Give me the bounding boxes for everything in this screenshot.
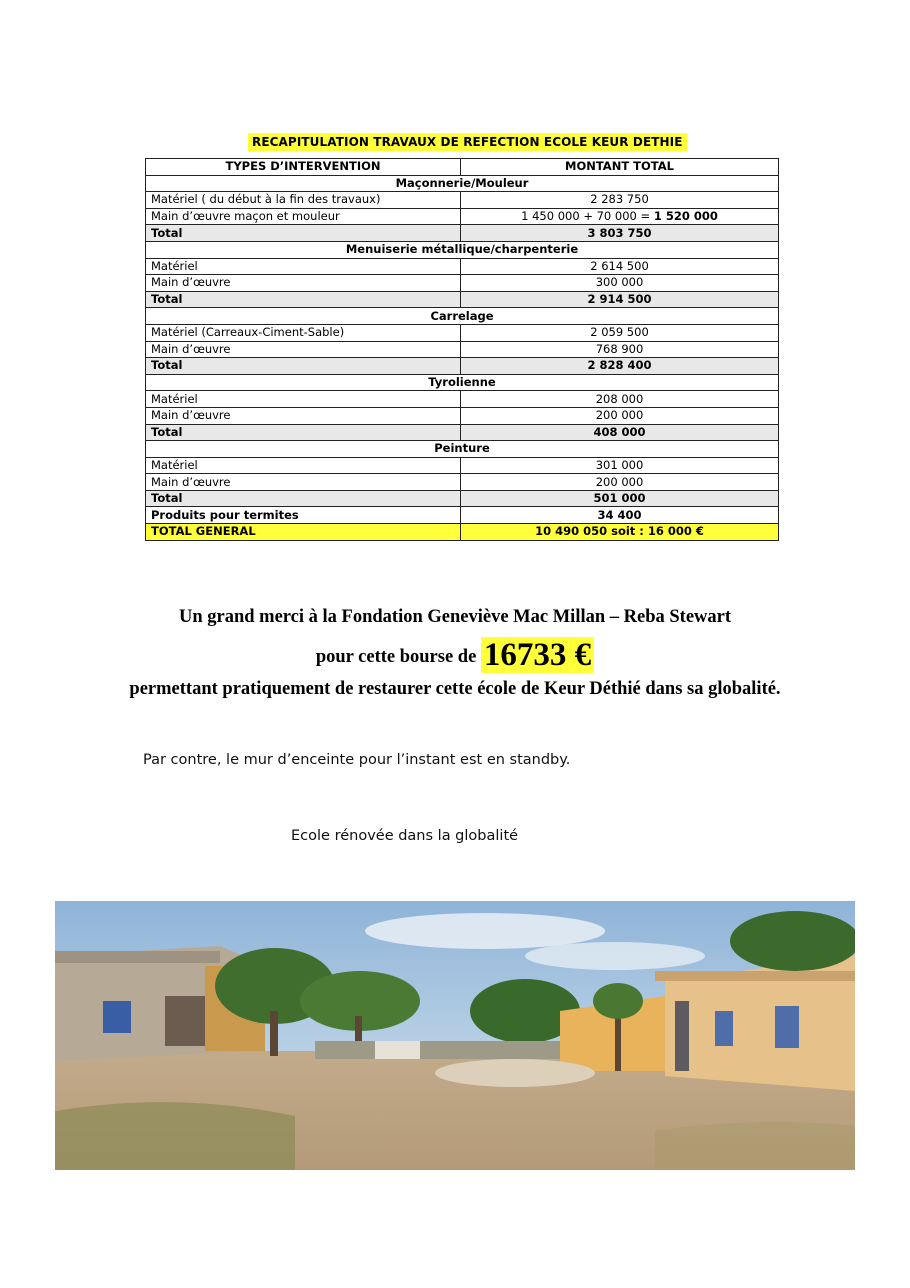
- section-title: Peinture: [146, 441, 779, 458]
- section-title: Tyrolienne: [146, 374, 779, 391]
- total-label: Total: [146, 291, 461, 308]
- thanks-line-2-text: pour cette bourse de: [315, 647, 477, 667]
- total-amount: 408 000: [461, 424, 779, 441]
- section-title: Menuiserie métallique/charpenterie: [146, 241, 779, 258]
- section-row: [146, 441, 779, 458]
- total-amount: 3 803 750: [461, 225, 779, 242]
- table-row: [146, 474, 779, 491]
- table-header-row: [146, 159, 779, 176]
- row-amount: 2 614 500: [461, 258, 779, 275]
- standby-note: Par contre, le mur d’enceinte pour l’instant est en standby.: [143, 752, 571, 768]
- row-amount-bold: 1 520 000: [653, 209, 718, 224]
- termites-label: Produits pour termites: [146, 507, 461, 524]
- total-label: Total: [146, 225, 461, 242]
- thanks-line-2: [0, 637, 910, 674]
- table-title: RECAPITULATION TRAVAUX DE REFECTION ECOLE KEUR DETHIE: [248, 133, 687, 151]
- grand-total-row: [146, 524, 779, 541]
- row-label: Main d’œuvre: [146, 275, 461, 292]
- row-amount: 2 059 500: [461, 324, 779, 341]
- termites-row: [146, 507, 779, 524]
- row-label: Main d’œuvre maçon et mouleur: [146, 208, 461, 225]
- row-label: Matériel: [146, 391, 461, 408]
- section-row: [146, 241, 779, 258]
- grand-total-amount: 10 490 050 soit : 16 000 €: [461, 524, 779, 541]
- row-label: Matériel ( du début à la fin des travaux): [146, 192, 461, 209]
- total-amount: 501 000: [461, 490, 779, 507]
- row-amount: 208 000: [461, 391, 779, 408]
- table-row: [146, 407, 779, 424]
- table-row: [146, 275, 779, 292]
- total-label: Total: [146, 424, 461, 441]
- section-row: [146, 374, 779, 391]
- row-amount: 301 000: [461, 457, 779, 474]
- school-photo: [55, 901, 855, 1170]
- total-row: [146, 225, 779, 242]
- table-row: [146, 258, 779, 275]
- total-row: [146, 291, 779, 308]
- header-montant: MONTANT TOTAL: [461, 159, 779, 176]
- row-amount: 2 283 750: [461, 192, 779, 209]
- row-label: Matériel: [146, 258, 461, 275]
- row-amount-prefix: 1 450 000 + 70 000 =: [521, 209, 654, 224]
- section-row: [146, 308, 779, 325]
- bourse-amount: 16733 €: [481, 637, 594, 673]
- termites-amount: 34 400: [461, 507, 779, 524]
- total-amount: 2 828 400: [461, 358, 779, 375]
- row-label: Main d’œuvre: [146, 474, 461, 491]
- row-label: Matériel: [146, 457, 461, 474]
- row-amount: 768 900: [461, 341, 779, 358]
- total-row: [146, 424, 779, 441]
- table-row: [146, 192, 779, 209]
- row-amount: 200 000: [461, 407, 779, 424]
- row-label: Matériel (Carreaux-Ciment-Sable): [146, 324, 461, 341]
- table-row: [146, 457, 779, 474]
- section-row: [146, 175, 779, 192]
- row-amount: 200 000: [461, 474, 779, 491]
- section-title: Maçonnerie/Mouleur: [146, 175, 779, 192]
- section-title: Carrelage: [146, 308, 779, 325]
- row-label: Main d’œuvre: [146, 341, 461, 358]
- header-types: TYPES D’INTERVENTION: [146, 159, 461, 176]
- total-row: [146, 490, 779, 507]
- thanks-line-1: Un grand merci à la Fondation Geneviève Mac Millan – Reba Stewart: [178, 607, 732, 627]
- row-amount: 300 000: [461, 275, 779, 292]
- table-row: [146, 208, 779, 225]
- total-amount: 2 914 500: [461, 291, 779, 308]
- row-amount: [461, 208, 779, 225]
- table-row: [146, 324, 779, 341]
- total-label: Total: [146, 358, 461, 375]
- grand-total-label: TOTAL GENERAL: [146, 524, 461, 541]
- photo-caption: Ecole rénovée dans la globalité: [291, 828, 519, 844]
- row-label: Main d’œuvre: [146, 407, 461, 424]
- thanks-line-3: permettant pratiquement de restaurer cette école de Keur Déthié dans sa globalité.: [129, 679, 781, 699]
- total-label: Total: [146, 490, 461, 507]
- table-row: [146, 341, 779, 358]
- table-row: [146, 391, 779, 408]
- recap-table: [145, 158, 779, 541]
- total-row: [146, 358, 779, 375]
